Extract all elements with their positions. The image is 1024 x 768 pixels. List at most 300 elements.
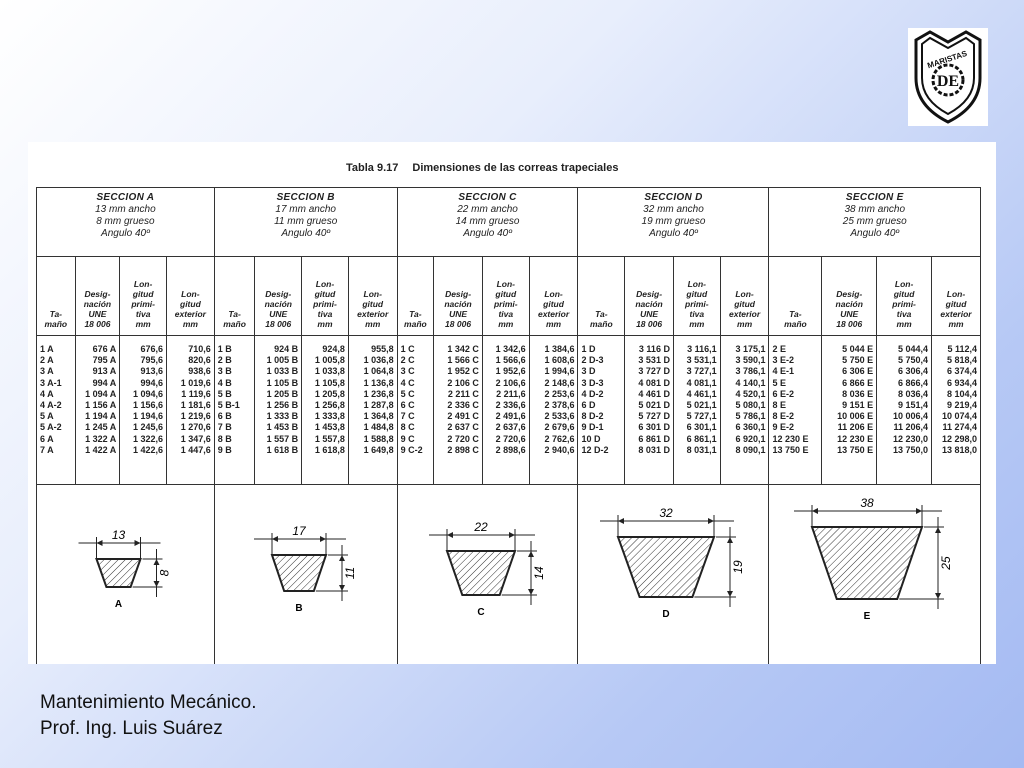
section-header xyxy=(397,188,578,257)
cell-value: 6 306 E xyxy=(842,366,874,377)
cell-value: 9 B xyxy=(217,444,232,455)
column-header-size: Ta- maño xyxy=(578,257,625,336)
cell-value: 6 360,1 xyxy=(735,422,766,433)
section-spec: 22 mm ancho xyxy=(457,204,518,215)
cell-value: 2 E xyxy=(772,344,786,354)
cell-value: 8 031,1 xyxy=(686,444,717,455)
cell-value: 4 D-2 xyxy=(581,388,604,399)
logo-text: MARISTAS xyxy=(926,48,969,71)
cell-value: 1 342,6 xyxy=(495,344,526,354)
data-column-pitch xyxy=(673,336,720,485)
cell-value: 1 618 B xyxy=(266,444,299,455)
cell-value: 1 156,6 xyxy=(132,399,163,410)
cell-value: 1 588,8 xyxy=(363,433,394,444)
column-header-outer-length: Lon- gitud exterior mm xyxy=(529,257,578,336)
cell-value: 3 116,1 xyxy=(687,344,717,354)
cell-value: 10 006,4 xyxy=(892,411,929,422)
column-header-designation: Desig- nación UNE 18 006 xyxy=(625,257,674,336)
column-header-size: Ta- maño xyxy=(214,257,255,336)
cell-value: 1 094 A xyxy=(85,388,117,399)
section-name: SECCION C xyxy=(458,192,517,203)
cell-value: 1 557,8 xyxy=(314,433,345,444)
data-column-pitch xyxy=(482,336,529,485)
cell-value: 5 C xyxy=(400,388,415,399)
column-header-size: Ta- maño xyxy=(37,257,76,336)
cell-value: 1 453 B xyxy=(266,422,299,433)
section-spec: 13 mm ancho xyxy=(95,204,156,215)
cell-value: 4 A-2 xyxy=(40,399,62,410)
cell-value: 3 A-1 xyxy=(40,377,62,388)
cell-value: 2 637,6 xyxy=(495,422,526,433)
column-header-designation: Desig- nación UNE 18 006 xyxy=(75,257,120,336)
cell-value: 2 211 C xyxy=(447,388,479,399)
cell-value: 4 081 D xyxy=(638,377,670,388)
cell-value: 1 B xyxy=(217,344,232,354)
cell-value: 4 520,1 xyxy=(735,388,766,399)
cell-value: 1 245 A xyxy=(85,422,117,433)
cell-value: 12 230 E xyxy=(772,433,809,444)
cell-value: 6 E-2 xyxy=(772,388,794,399)
cell-value: 924,8 xyxy=(322,344,345,354)
data-column-outer xyxy=(529,336,578,485)
section-spec: Angulo 40º xyxy=(463,228,512,239)
cell-value: 6 306,4 xyxy=(898,366,929,377)
height-dimension: 25 xyxy=(939,556,954,570)
cell-value: 8 036,4 xyxy=(898,388,929,399)
belt-dimensions-sheet xyxy=(28,142,996,664)
cell-value: 7 C xyxy=(400,411,415,422)
cell-value: 1 322,6 xyxy=(132,433,163,444)
cell-value: 9 151,4 xyxy=(898,399,929,410)
data-column-designations xyxy=(255,336,302,485)
column-header-size: Ta- maño xyxy=(769,257,822,336)
section-spec: 17 mm ancho xyxy=(275,204,336,215)
cell-value: 9 C xyxy=(400,433,415,444)
cell-value: 1 566 C xyxy=(447,355,479,366)
width-dimension: 38 xyxy=(860,496,875,510)
v-belt-profile-icon xyxy=(398,485,576,664)
data-column-outer xyxy=(167,336,215,485)
column-header-row xyxy=(37,257,981,336)
cell-value: 4 B xyxy=(217,377,232,388)
cell-value: 3 B xyxy=(217,366,232,377)
cell-value: 6 301 D xyxy=(638,422,670,433)
cell-value: 924 B xyxy=(274,344,299,354)
cell-value: 1 447,6 xyxy=(180,444,211,455)
cell-value: 8 B xyxy=(217,433,232,444)
cell-value: 1 105 B xyxy=(266,377,299,388)
cell-value: 8 036 E xyxy=(842,388,874,399)
table-row xyxy=(37,336,981,485)
cell-value: 1 952,6 xyxy=(495,366,526,377)
v-belt-profile-icon xyxy=(37,485,212,664)
data-column-designations xyxy=(434,336,483,485)
section-spec: Angulo 40º xyxy=(101,228,150,239)
belt-section-figure xyxy=(214,485,397,665)
cell-value: 1 484,8 xyxy=(363,422,394,433)
section-spec: 8 mm grueso xyxy=(96,216,155,227)
cell-value: 5 021 D xyxy=(638,399,670,410)
cell-value: 1 287,8 xyxy=(363,399,394,410)
figure-row xyxy=(37,485,981,665)
cell-value: 3 786,1 xyxy=(735,366,766,377)
belt-section-figure xyxy=(769,485,981,665)
belt-table xyxy=(36,187,981,664)
column-header-pitch-length: Lon- gitud primi- tiva mm xyxy=(673,257,720,336)
column-header-designation: Desig- nación UNE 18 006 xyxy=(434,257,483,336)
belt-section-figure xyxy=(578,485,769,665)
column-header-outer-length: Lon- gitud exterior mm xyxy=(167,257,215,336)
cell-value: 1 019,6 xyxy=(180,377,211,388)
height-dimension: 11 xyxy=(342,566,357,580)
cell-value: 5 750 E xyxy=(842,355,874,366)
cell-value: 2 D-3 xyxy=(581,355,604,366)
cell-value: 8 E xyxy=(772,399,786,410)
cell-value: 5 786,1 xyxy=(735,411,766,422)
cell-value: 2 C xyxy=(400,355,415,366)
cell-value: 1 005 B xyxy=(266,355,299,366)
cell-value: 3 531 D xyxy=(638,355,670,366)
cell-value: 1 333 B xyxy=(266,411,299,422)
column-header-pitch-length: Lon- gitud primi- tiva mm xyxy=(120,257,167,336)
cell-value: 1 156 A xyxy=(85,399,117,410)
section-label: C xyxy=(476,607,485,618)
teacher-name: Prof. Ing. Luis Suárez xyxy=(40,718,223,739)
section-header xyxy=(214,188,397,257)
data-column-sizes xyxy=(214,336,255,485)
data-column-outer xyxy=(720,336,769,485)
cell-value: 1 422 A xyxy=(85,444,117,455)
cell-value: 3 175,1 xyxy=(735,344,766,354)
cell-value: 2 491,6 xyxy=(495,411,526,422)
cell-value: 2 B xyxy=(217,355,232,366)
v-belt-profile-icon xyxy=(578,485,766,664)
cell-value: 13 818,0 xyxy=(941,444,977,455)
column-header-designation: Desig- nación UNE 18 006 xyxy=(255,257,302,336)
cell-value: 5 112,4 xyxy=(947,344,977,354)
cell-value: 2 637 C xyxy=(447,422,479,433)
cell-value: 6 B xyxy=(217,411,232,422)
cell-value: 1 245,6 xyxy=(132,422,163,433)
v-belt-profile-icon xyxy=(769,485,977,664)
column-header-pitch-length: Lon- gitud primi- tiva mm xyxy=(482,257,529,336)
cell-value: 676,6 xyxy=(140,344,163,354)
shield-icon xyxy=(908,28,988,126)
height-dimension: 8 xyxy=(157,569,172,577)
cell-value: 1 618,8 xyxy=(314,444,345,455)
cell-value: 3 C xyxy=(400,366,415,377)
cell-value: 8 090,1 xyxy=(735,444,766,455)
cell-value: 913,6 xyxy=(140,366,163,377)
cell-value: 12 230,0 xyxy=(892,433,929,444)
cell-value: 2 940,6 xyxy=(544,444,575,455)
cell-value: 10 074,4 xyxy=(941,411,977,422)
cell-value: 3 D xyxy=(581,366,596,377)
height-dimension: 14 xyxy=(531,566,546,580)
section-spec: Angulo 40º xyxy=(281,228,331,239)
cell-value: 1 557 B xyxy=(266,433,299,444)
footer xyxy=(40,690,257,742)
column-header-outer-length: Lon- gitud exterior mm xyxy=(720,257,769,336)
belt-section-figure xyxy=(397,485,578,665)
cell-value: 6 D xyxy=(581,399,596,410)
cell-value: 913 A xyxy=(92,366,117,377)
cell-value: 2 679,6 xyxy=(544,422,575,433)
course-name: Mantenimiento Mecánico. xyxy=(40,692,257,713)
v-belt-profile-icon xyxy=(215,485,395,664)
section-spec: 25 mm grueso xyxy=(842,216,907,227)
section-name: SECCION A xyxy=(96,192,155,203)
section-label: B xyxy=(295,603,303,614)
cell-value: 820,6 xyxy=(188,355,211,366)
table-number: Tabla 9.17 xyxy=(346,162,399,174)
cell-value: 795 A xyxy=(92,355,117,366)
section-spec: Angulo 40º xyxy=(850,228,900,239)
cell-value: 1 094,6 xyxy=(132,388,163,399)
cell-value: 1 422,6 xyxy=(132,444,163,455)
cell-value: 12 298,0 xyxy=(941,433,977,444)
cell-value: 1 347,6 xyxy=(180,433,211,444)
section-label: E xyxy=(864,611,871,622)
cell-value: 13 750,0 xyxy=(892,444,929,455)
cell-value: 5 021,1 xyxy=(686,399,717,410)
cell-value: 2 211,6 xyxy=(496,388,526,399)
cell-value: 6 301,1 xyxy=(686,422,717,433)
data-column-pitch xyxy=(120,336,167,485)
data-column-pitch xyxy=(302,336,349,485)
cell-value: 2 898,6 xyxy=(495,444,526,455)
cell-value: 6 861,1 xyxy=(686,433,717,444)
maristas-shield-logo xyxy=(908,28,988,126)
cell-value: 13 750 E xyxy=(837,444,874,455)
cell-value: 3 590,1 xyxy=(735,355,766,366)
cell-value: 9 D-1 xyxy=(581,422,604,433)
column-header-pitch-length: Lon- gitud primi- tiva mm xyxy=(302,257,349,336)
cell-value: 6 866,4 xyxy=(898,377,929,388)
cell-value: 1 270,6 xyxy=(180,422,211,433)
cell-value: 1 C xyxy=(400,344,415,354)
cell-value: 2 336,6 xyxy=(495,399,526,410)
cell-value: 13 750 E xyxy=(772,444,809,455)
section-label: A xyxy=(114,599,123,610)
cell-value: 5 750,4 xyxy=(898,355,929,366)
data-column-pitch xyxy=(877,336,932,485)
width-dimension: 13 xyxy=(111,528,126,542)
cell-value: 4 A xyxy=(40,388,54,399)
cell-value: 8 E-2 xyxy=(772,411,794,422)
cell-value: 1 005,8 xyxy=(314,355,345,366)
cell-value: 1 342 C xyxy=(447,344,479,354)
cell-value: 4 E-1 xyxy=(772,366,794,377)
cell-value: 1 364,8 xyxy=(363,411,394,422)
cell-value: 1 194,6 xyxy=(132,411,163,422)
cell-value: 9 E-2 xyxy=(772,422,794,433)
section-spec: 11 mm grueso xyxy=(274,216,338,227)
height-dimension: 19 xyxy=(731,560,746,574)
section-label: D xyxy=(662,609,671,620)
cell-value: 2 720,6 xyxy=(495,433,526,444)
cell-value: 12 D-2 xyxy=(581,444,609,455)
cell-value: 5 727 D xyxy=(638,411,670,422)
cell-value: 1 205,8 xyxy=(314,388,345,399)
cell-value: 676 A xyxy=(92,344,117,354)
cell-value: 8 031 D xyxy=(638,444,670,455)
cell-value: 1 453,8 xyxy=(314,422,345,433)
cell-value: 2 336 C xyxy=(447,399,479,410)
cell-value: 1 036,8 xyxy=(363,355,394,366)
cell-value: 3 727,1 xyxy=(686,366,717,377)
data-column-designations xyxy=(822,336,877,485)
cell-value: 2 106,6 xyxy=(495,377,526,388)
cell-value: 1 333,8 xyxy=(314,411,345,422)
cell-value: 2 762,6 xyxy=(544,433,575,444)
cell-value: 8 C xyxy=(400,422,415,433)
section-spec: 38 mm ancho xyxy=(844,204,906,215)
cell-value: 4 140,1 xyxy=(735,377,766,388)
section-spec: 32 mm ancho xyxy=(643,204,704,215)
cell-value: 7 A xyxy=(40,444,54,455)
data-column-designations xyxy=(625,336,674,485)
cell-value: 2 533,6 xyxy=(544,411,575,422)
column-header-outer-length: Lon- gitud exterior mm xyxy=(348,257,397,336)
cell-value: 795,6 xyxy=(140,355,163,366)
cell-value: 1 649,8 xyxy=(363,444,394,455)
cell-value: 1 033,8 xyxy=(314,366,345,377)
cell-value: 2 148,6 xyxy=(544,377,575,388)
width-dimension: 32 xyxy=(659,506,674,520)
cell-value: 1 136,8 xyxy=(363,377,394,388)
cell-value: 6 920,1 xyxy=(735,433,766,444)
width-dimension: 22 xyxy=(473,520,488,534)
cell-value: 1 A xyxy=(40,344,54,354)
cell-value: 5 A xyxy=(40,411,54,422)
column-header-pitch-length: Lon- gitud primi- tiva mm xyxy=(877,257,932,336)
cell-value: 10 D xyxy=(581,433,601,444)
cell-value: 5 044,4 xyxy=(898,344,929,354)
cell-value: 1 219,6 xyxy=(180,411,211,422)
section-header xyxy=(769,188,981,257)
cell-value: 7 B xyxy=(217,422,232,433)
cell-value: 5 B xyxy=(217,388,232,399)
cell-value: 4 461,1 xyxy=(686,388,717,399)
cell-value: 938,6 xyxy=(188,366,211,377)
cell-value: 1 119,6 xyxy=(181,388,211,399)
cell-value: 5 080,1 xyxy=(735,399,766,410)
section-spec: 19 mm grueso xyxy=(641,216,706,227)
belt-section-figure xyxy=(37,485,215,665)
section-name: SECCION E xyxy=(845,192,904,203)
cell-value: 2 491 C xyxy=(447,411,479,422)
section-header-row xyxy=(37,188,981,257)
cell-value: 3 A xyxy=(40,366,54,377)
cell-value: 11 206 E xyxy=(837,422,874,433)
section-name: SECCION D xyxy=(644,192,703,203)
cell-value: 2 720 C xyxy=(447,433,479,444)
cell-value: 3 E-2 xyxy=(772,355,794,366)
cell-value: 1 256,8 xyxy=(314,399,345,410)
section-header xyxy=(578,188,769,257)
cell-value: 955,8 xyxy=(371,344,394,354)
cell-value: 3 531,1 xyxy=(686,355,717,366)
cell-value: 8 D-2 xyxy=(581,411,604,422)
cell-value: 1 566,6 xyxy=(495,355,526,366)
cell-value: 5 818,4 xyxy=(946,355,977,366)
cell-value: 5 044 E xyxy=(842,344,874,354)
cell-value: 6 374,4 xyxy=(946,366,977,377)
data-column-sizes xyxy=(37,336,76,485)
cell-value: 1 D xyxy=(581,344,596,354)
logo-monogram: DE xyxy=(936,73,960,90)
cell-value: 994,6 xyxy=(140,377,163,388)
column-header-size: Ta- maño xyxy=(397,257,434,336)
section-header xyxy=(37,188,215,257)
cell-value: 6 866 E xyxy=(842,377,874,388)
cell-value: 6 861 D xyxy=(638,433,670,444)
cell-value: 2 378,6 xyxy=(544,399,575,410)
cell-value: 6 934,4 xyxy=(946,377,977,388)
cell-value: 5 E xyxy=(772,377,786,388)
cell-value: 2 106 C xyxy=(447,377,479,388)
cell-value: 5 B-1 xyxy=(217,399,240,410)
cell-value: 1 952 C xyxy=(447,366,479,377)
cell-value: 11 206,4 xyxy=(893,422,929,433)
cell-value: 10 006 E xyxy=(837,411,874,422)
cell-value: 1 033 B xyxy=(266,366,299,377)
cell-value: 1 205 B xyxy=(266,388,299,399)
cell-value: 1 994,6 xyxy=(544,366,575,377)
cell-value: 12 230 E xyxy=(837,433,874,444)
cell-value: 1 608,6 xyxy=(544,355,575,366)
cell-value: 9 151 E xyxy=(842,399,874,410)
column-header-designation: Desig- nación UNE 18 006 xyxy=(822,257,877,336)
cell-value: 8 104,4 xyxy=(946,388,977,399)
cell-value: 2 A xyxy=(40,355,54,366)
cell-value: 1 105,8 xyxy=(314,377,345,388)
cell-value: 1 322 A xyxy=(85,433,117,444)
cell-value: 6 A xyxy=(40,433,54,444)
data-column-sizes xyxy=(397,336,434,485)
cell-value: 1 236,8 xyxy=(363,388,394,399)
data-column-designations xyxy=(75,336,120,485)
table-title xyxy=(346,162,766,180)
data-column-outer xyxy=(348,336,397,485)
cell-value: 2 253,6 xyxy=(544,388,575,399)
cell-value: 1 384,6 xyxy=(544,344,575,354)
cell-value: 5 A-2 xyxy=(40,422,62,433)
data-column-sizes xyxy=(769,336,822,485)
cell-value: 4 C xyxy=(400,377,415,388)
cell-value: 9 219,4 xyxy=(946,399,977,410)
data-column-sizes xyxy=(578,336,625,485)
cell-value: 9 C-2 xyxy=(400,444,423,455)
cell-value: 4 081,1 xyxy=(686,377,717,388)
section-spec: Angulo 40º xyxy=(649,228,698,239)
section-name: SECCION B xyxy=(276,192,335,203)
cell-value: 11 274,4 xyxy=(942,422,977,433)
table-caption: Dimensiones de las correas trapeciales xyxy=(412,162,619,174)
cell-value: 3 D-3 xyxy=(581,377,604,388)
cell-value: 3 727 D xyxy=(638,366,670,377)
cell-value: 710,6 xyxy=(188,344,211,354)
cell-value: 1 064,8 xyxy=(363,366,394,377)
cell-value: 4 461 D xyxy=(638,388,670,399)
data-column-outer xyxy=(932,336,981,485)
cell-value: 1 194 A xyxy=(85,411,117,422)
width-dimension: 17 xyxy=(292,524,306,538)
cell-value: 994 A xyxy=(92,377,117,388)
section-spec: 14 mm grueso xyxy=(455,216,520,227)
column-header-outer-length: Lon- gitud exterior mm xyxy=(932,257,981,336)
